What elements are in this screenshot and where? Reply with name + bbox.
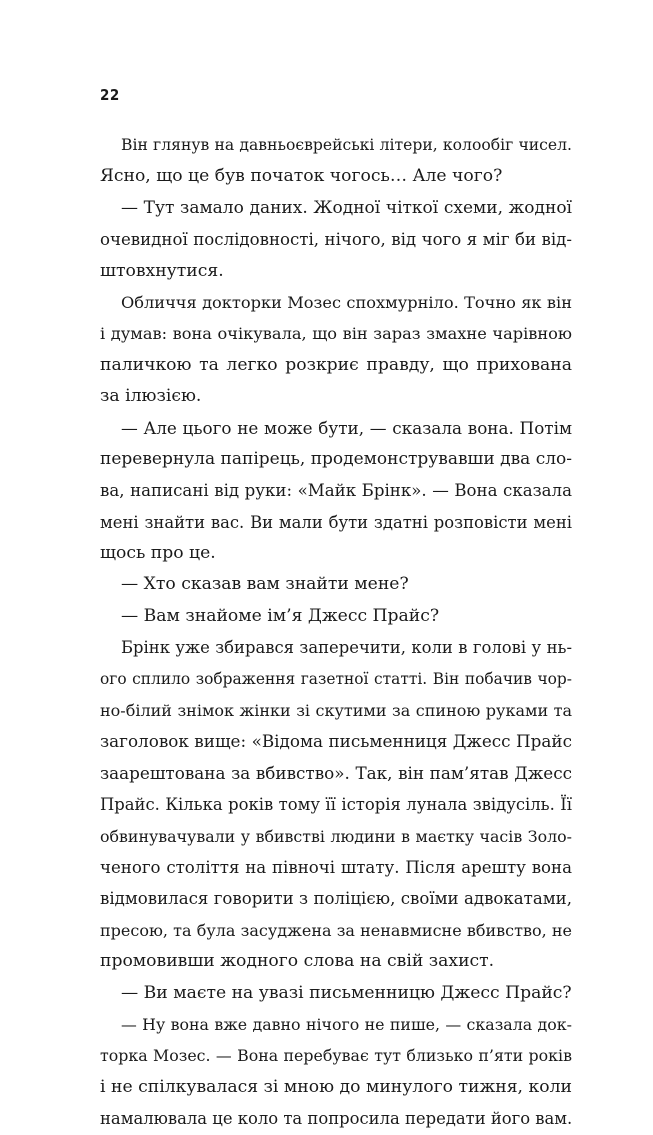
text-line: перевернула папірець, продемонструвавши два сло- — [100, 448, 572, 469]
text-line: Брінк уже збирався заперечити, коли в голові у нь- — [121, 638, 572, 658]
text-line: — Ви маєте на увазі письменницю Джесс Прайс? — [121, 982, 572, 1003]
text-line: — Але цього не може бути, — сказала вона. Потім — [121, 417, 572, 438]
text-line: ого сплило зображення газетної статті. Він побачив чор- — [100, 669, 572, 688]
text-line: за ілюзією. — [100, 386, 202, 407]
text-line: обвинувачували у вбивстві людини в маєтку часів Золо- — [100, 826, 572, 846]
text-line: щось про це. — [100, 543, 216, 564]
text-line: Ясно, що це був початок чогось… Але чого? — [100, 166, 503, 187]
text-line: пресою, та була засуджена за ненавмисне вбивство, не — [100, 920, 572, 940]
text-line: і не спілкувалася зі мною до минулого тижня, коли — [100, 1076, 572, 1097]
text-line: мені знайти вас. Ви мали бути здатні розповісти мені — [100, 512, 572, 532]
text-line: намалювала це коло та попросила передати його вам. — [100, 1109, 572, 1129]
text-line: Прайс. Кілька років тому її історія лунала звідусіль. Її — [100, 795, 572, 815]
text-line: — Тут замало даних. Жодної чіткої схеми, жодної — [121, 197, 572, 218]
text-line: торка Мозес. — Вона перебуває тут близько п’яти років — [100, 1046, 572, 1066]
page-number: 22 — [100, 86, 120, 104]
text-line: — Хто сказав вам знайти мене? — [121, 574, 409, 595]
text-line: — Ну вона вже давно нічого не пише, — сказала док- — [121, 1014, 572, 1034]
text-line: промовивши жодного слова на свій захист. — [100, 951, 495, 972]
text-line: паличкою та легко розкриє правду, що прихована — [100, 354, 572, 375]
text-line: штовхнутися. — [100, 260, 224, 281]
text-line: — Вам знайоме ім’я Джесс Прайс? — [121, 605, 440, 626]
text-line: і думав: вона очікувала, що він зараз змахне чарівною — [100, 324, 572, 344]
text-line: заарештована за вбивство». Так, він пам’ятав Джесс — [100, 762, 572, 783]
text-line: ва, написані від руки: «Майк Брінк». — Вона сказала — [100, 481, 572, 501]
text-line: заголовок вище: «Відома письменниця Джесс Прайс — [100, 731, 572, 752]
text-line: Він глянув на давньоєврейські літери, колообіг чисел. — [121, 136, 572, 154]
body-text — [100, 130, 572, 1135]
text-line: Обличчя докторки Мозес спохмурніло. Точно як він — [121, 292, 572, 312]
text-line: ченого століття на півночі штату. Після арешту вона — [100, 857, 572, 877]
text-line: но-білий знімок жінки зі скутими за спиною руками та — [100, 701, 572, 721]
text-line: відмовилася говорити з поліцією, своїми адвокатами, — [100, 889, 572, 909]
text-line: очевидної послідовності, нічого, від чого я міг би від- — [100, 230, 572, 250]
